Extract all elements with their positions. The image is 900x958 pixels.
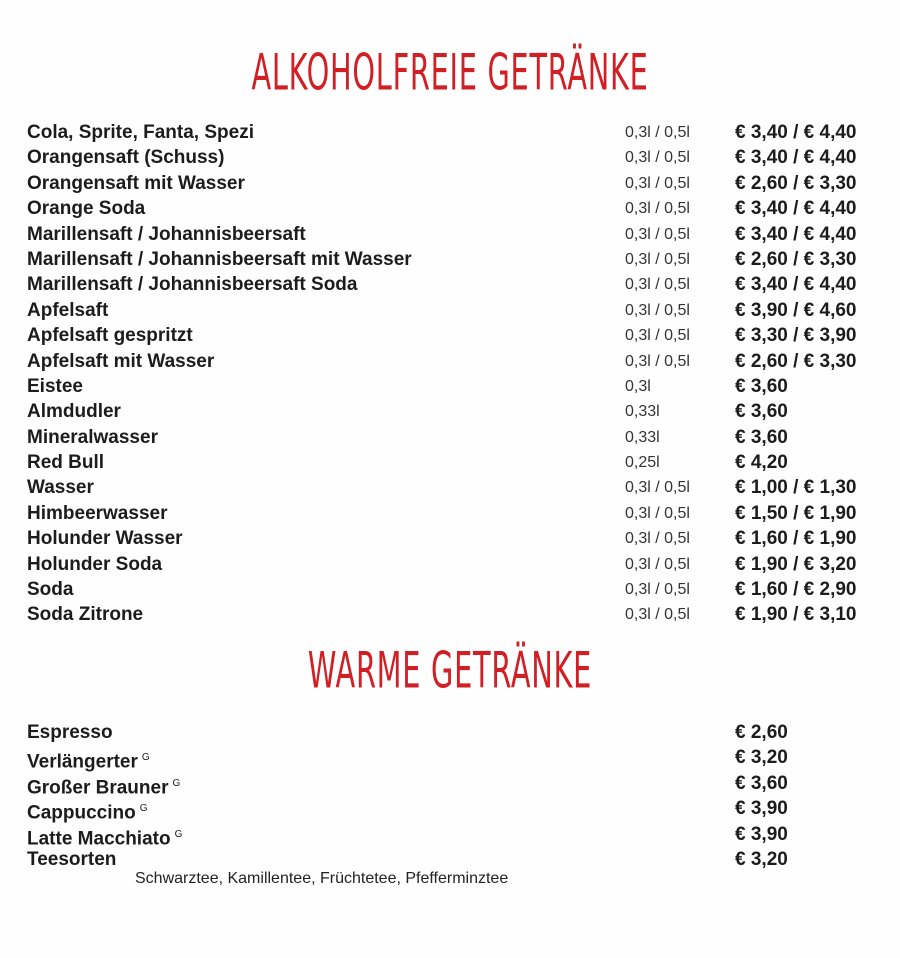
menu-item-row [0, 745, 900, 773]
item-name: Holunder Wasser [27, 528, 183, 550]
warm-drinks-heading: WARME GETRÄNKE [307, 642, 593, 700]
item-name: Almdudler [27, 401, 121, 423]
item-size: 0,3l / 0,5l [625, 124, 690, 141]
item-name: Marillensaft / Johannisbeersaft mit Wasser [27, 248, 412, 270]
menu-item-row [0, 196, 900, 221]
item-mark: G [141, 752, 150, 764]
warm-drinks-list [0, 720, 900, 872]
item-price: € 3,40 / € 4,40 [735, 122, 857, 143]
menu-item-row [0, 847, 900, 872]
menu-item-row [0, 323, 900, 348]
item-price: € 2,60 [735, 722, 788, 743]
item-name-text: Verlängerter [27, 751, 138, 773]
item-mark: G [172, 777, 181, 789]
item-size: 0,3l / 0,5l [625, 174, 690, 192]
item-name [27, 847, 116, 872]
item-size: 0,25l [625, 454, 660, 472]
item-price: € 3,60 [735, 426, 788, 448]
item-name-text: Latte Macchiato [27, 827, 171, 849]
menu-item-row [0, 374, 900, 399]
menu-item-row [0, 298, 900, 323]
item-size: 0,3l / 0,5l [625, 555, 690, 573]
item-name: Apfelsaft mit Wasser [27, 350, 215, 372]
item-size: 0,33l [625, 403, 660, 421]
item-price: € 3,60 [735, 401, 788, 423]
item-price: € 1,90 / € 3,20 [735, 553, 857, 575]
menu-item-row [0, 145, 900, 170]
item-mark: G [174, 828, 183, 840]
menu-item-row [0, 771, 900, 799]
item-size: 0,3l / 0,5l [625, 200, 690, 218]
item-price: € 1,90 / € 3,10 [735, 604, 857, 626]
item-price: € 3,90 [735, 798, 788, 820]
item-price: € 3,90 / € 4,60 [735, 299, 857, 321]
menu-item-row [0, 247, 900, 272]
item-name: Soda [27, 579, 74, 601]
item-price: € 2,60 / € 3,30 [735, 350, 857, 372]
item-name-text: Großer Brauner [27, 777, 169, 799]
item-name: Mineralwasser [27, 426, 158, 448]
item-name: Wasser [27, 477, 94, 499]
cold-drinks-heading: ALKOHOLFREIE GETRÄNKE [251, 44, 649, 102]
menu-item-row [0, 526, 900, 551]
item-name: Himbeerwasser [27, 502, 168, 524]
menu-item-row [0, 171, 900, 196]
item-size: 0,3l / 0,5l [625, 327, 690, 345]
item-size: 0,3l / 0,5l [625, 225, 690, 243]
item-price: € 1,60 / € 2,90 [735, 579, 857, 601]
menu-item-row [0, 399, 900, 424]
menu-item-row [0, 120, 900, 145]
item-size: 0,33l [625, 428, 660, 446]
item-price: € 3,20 [735, 848, 788, 870]
item-price: € 2,60 / € 3,30 [735, 248, 857, 270]
item-price: € 2,60 / € 3,30 [735, 172, 857, 194]
item-price: € 3,30 / € 3,90 [735, 325, 857, 347]
menu-item-row [0, 450, 900, 475]
item-price: € 1,50 / € 1,90 [735, 502, 857, 524]
menu-item-row [0, 501, 900, 526]
item-size: 0,3l / 0,5l [625, 581, 690, 599]
item-size: 0,3l / 0,5l [625, 352, 690, 370]
item-size: 0,3l / 0,5l [625, 606, 690, 624]
item-size: 0,3l / 0,5l [625, 479, 690, 497]
item-name: Orangensaft (Schuss) [27, 147, 225, 169]
item-price: € 3,20 [735, 747, 788, 769]
menu-item-row [0, 475, 900, 500]
item-name: Red Bull [27, 452, 105, 474]
item-price: € 3,40 / € 4,40 [735, 198, 857, 220]
item-name: Marillensaft / Johannisbeersaft [27, 223, 306, 245]
item-name [27, 720, 113, 745]
item-name: Marillensaft / Johannisbeersaft Soda [27, 274, 358, 296]
menu-item-row [0, 720, 900, 745]
item-size: 0,3l / 0,5l [625, 149, 690, 167]
item-mark: G [139, 803, 148, 815]
item-price: € 3,40 / € 4,40 [735, 223, 857, 245]
menu-item-row [0, 602, 900, 627]
item-name: Soda Zitrone [27, 604, 144, 626]
item-price: € 3,60 [735, 772, 788, 794]
menu-item-row [0, 222, 900, 247]
item-name: Cola, Sprite, Fanta, Spezi [27, 122, 254, 143]
item-name-text: Cappuccino [27, 802, 136, 824]
menu-item-row [0, 796, 900, 824]
item-name-text: Espresso [27, 722, 113, 743]
item-name: Eistee [27, 375, 83, 397]
item-size: 0,3l / 0,5l [625, 250, 690, 268]
menu-item-row [0, 349, 900, 374]
item-price: € 3,40 / € 4,40 [735, 147, 857, 169]
menu-item-row [0, 272, 900, 297]
item-name: Orange Soda [27, 198, 146, 220]
item-price: € 4,20 [735, 452, 788, 474]
item-price: € 3,40 / € 4,40 [735, 274, 857, 296]
item-name: Holunder Soda [27, 553, 163, 575]
menu-item-row [0, 552, 900, 577]
item-size: 0,3l / 0,5l [625, 530, 690, 548]
item-name: Apfelsaft [27, 299, 109, 321]
item-price: € 3,60 [735, 375, 788, 397]
item-name: Orangensaft mit Wasser [27, 172, 245, 194]
item-price: € 3,90 [735, 823, 788, 845]
item-size: 0,3l / 0,5l [625, 301, 690, 319]
tea-varieties-note: Schwarztee, Kamillentee, Früchtetee, Pfefferminztee [135, 870, 509, 887]
item-price: € 1,60 / € 1,90 [735, 528, 857, 550]
item-price: € 1,00 / € 1,30 [735, 477, 857, 499]
cold-drinks-list [0, 120, 900, 628]
menu-item-row [0, 822, 900, 847]
item-name-text: Teesorten [27, 848, 117, 870]
item-size: 0,3l / 0,5l [625, 504, 690, 522]
item-size: 0,3l [625, 377, 651, 395]
menu-item-row [0, 425, 900, 450]
item-name: Apfelsaft gespritzt [27, 325, 193, 347]
item-size: 0,3l / 0,5l [625, 276, 690, 294]
menu-item-row [0, 577, 900, 602]
